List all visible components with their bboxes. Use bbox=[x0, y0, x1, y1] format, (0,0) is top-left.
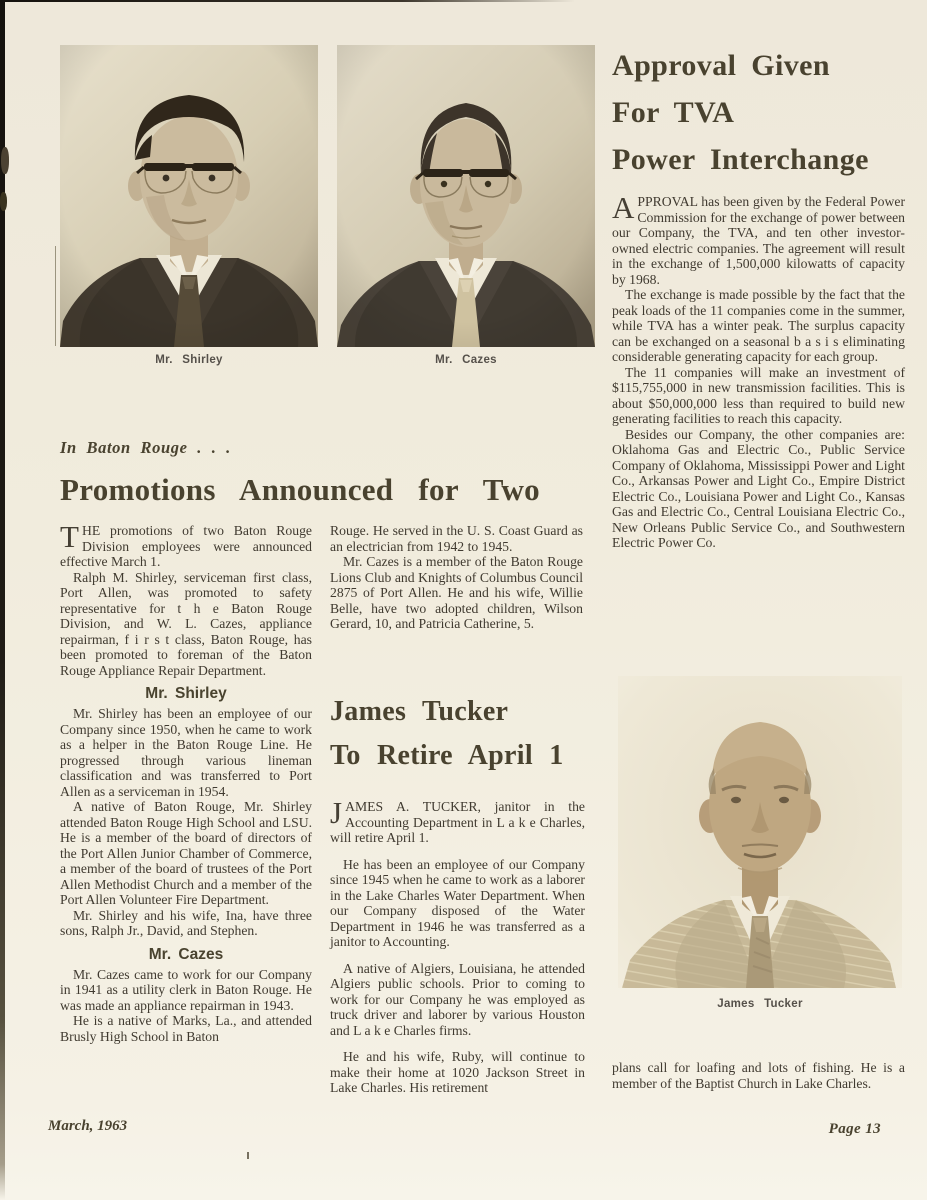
dropcap: T bbox=[60, 519, 79, 554]
article-tva-power-interchange bbox=[612, 42, 905, 551]
paragraph-text: PPROVAL has been given by the Federal Power Commission for the exchange of power between our Company, the TVA, and ten other investor-owned electric companies. The agreement will result in the exchange of 1,500,000 kilowatts of capacity by 1968. bbox=[612, 194, 905, 287]
paragraph: Mr. Cazes is a member of the Baton Rouge Lions Club and Knights of Columbus Council 2875 of Port Allen. He and his wife, Willie Belle, have two adopted children, Wilson Gerard, 10, and Patricia Catherine, 5. bbox=[330, 554, 583, 631]
promotions-headline: Promotions Announced for Two bbox=[60, 472, 540, 507]
photo-mr-cazes bbox=[337, 45, 595, 347]
tva-headline-line3: Power Interchange bbox=[612, 143, 869, 176]
paragraph bbox=[330, 795, 585, 846]
scan-artifact-top-edge bbox=[0, 0, 575, 2]
paragraph-text: AMES A. TUCKER, janitor in the Accounting Department in L a k e Charles, will retire April 1. bbox=[330, 799, 585, 845]
tva-headline-line1: Approval Given bbox=[612, 49, 830, 82]
paragraph: Mr. Shirley and his wife, Ina, have three sons, Ralph Jr., David, and Stephen. bbox=[60, 907, 312, 938]
tucker-headline bbox=[330, 690, 585, 778]
paragraph: A native of Baton Rouge, Mr. Shirley attended Baton Rouge High School and LSU. He is a member of the board of directors of the Port Allen Junior Chamber of Commerce, a member of the board of trustees of the Port Allen Methodist Church and a member of the Port Allen Volunteer Fire Department. bbox=[60, 799, 312, 907]
subhead-mr-cazes: Mr. Cazes bbox=[148, 945, 224, 963]
paragraph: The exchange is made possible by the fact that the peak loads of the 11 companies come in the summer, while TVA has a winter peak. The surplus capacity can be exchanged on a seasonal b a s i s eliminating considerable generating capacity for each group. bbox=[612, 287, 905, 364]
paragraph: He is a native of Marks, La., and attended Brusly High School in Baton bbox=[60, 1013, 312, 1044]
footer-page-number: Page 13 bbox=[828, 1121, 881, 1137]
photo-james-tucker bbox=[618, 676, 902, 988]
scan-artifact-smudge bbox=[1, 147, 9, 174]
paragraph-text: HE promotions of two Baton Rouge Division employees were announced effective March 1. bbox=[60, 523, 312, 569]
scan-artifact-smudge bbox=[0, 192, 7, 211]
tucker-headline-line1: James Tucker bbox=[330, 696, 509, 727]
paragraph: Mr. Cazes came to work for our Company in 1941 as a utility clerk in Baton Rouge. He was made an appliance repairman in 1943. bbox=[60, 966, 312, 1013]
paragraph: Mr. Shirley has been an employee of our Company since 1950, when he came to work as a helper in the Baton Rouge Line. He progressed through various lineman classification and was transferred to Port Allen as a serviceman in 1954. bbox=[60, 706, 312, 799]
tucker-headline-line2: To Retire April 1 bbox=[330, 740, 564, 771]
photo-caption-cazes: Mr. Cazes bbox=[435, 354, 497, 366]
promotions-column-2 bbox=[330, 523, 583, 632]
article-james-tucker-retire bbox=[330, 690, 585, 1096]
photo-mr-shirley bbox=[60, 45, 318, 347]
paragraph: Besides our Company, the other companies are: Oklahoma Gas and Electric Co., Public Service Company of Oklahoma, Mississippi Power and Light Co., Arkansas Power and Light Co., Empire District Electric Co., Louisiana Power and Light Co., Kansas Gas and Electric Co., Central Louisiana Electric Co., New Orleans Public Service Co., and Southwestern Electric Power Co. bbox=[612, 426, 905, 550]
subhead-mr-shirley: Mr. Shirley bbox=[145, 685, 227, 702]
paragraph: Ralph M. Shirley, serviceman first class, Port Allen, was promoted to safety representative for t h e Baton Rouge Division, and W. L. Cazes, appliance repairman, f i r s t class, Baton Rouge, has been promoted to foreman of the Baton Rouge Appliance Repair Department. bbox=[60, 569, 312, 678]
scan-artifact-left-edge bbox=[0, 0, 5, 1200]
portrait-james-tucker bbox=[618, 676, 902, 988]
paragraph bbox=[612, 190, 905, 287]
photo-caption-shirley: Mr. Shirley bbox=[155, 354, 223, 366]
kicker: In Baton Rouge . . . bbox=[60, 438, 231, 457]
photo-caption-tucker: James Tucker bbox=[717, 998, 803, 1010]
paragraph: A native of Algiers, Louisiana, he attended Algiers public schools. Prior to coming to work for our Company he was employed as truck driver and laborer by various Houston and L a k e Charles firms. bbox=[330, 960, 585, 1038]
portrait-mr-shirley bbox=[60, 45, 318, 347]
tva-headline bbox=[612, 42, 905, 183]
paragraph: He has been an employee of our Company since 1945 when he came to work as a laborer in the Lake Charles Water Department. When our Company disposed of the Water Department in 1946 he was transferred as a janitor to Accounting. bbox=[330, 856, 585, 949]
scan-artifact-speck bbox=[247, 1152, 249, 1159]
tva-headline-line2: For TVA bbox=[612, 96, 735, 129]
paragraph: Rouge. He served in the U. S. Coast Guard as an electrician from 1942 to 1945. bbox=[330, 523, 583, 554]
dropcap: A bbox=[612, 190, 635, 225]
promotions-column-1 bbox=[60, 519, 312, 1044]
paragraph bbox=[60, 519, 312, 570]
paragraph: The 11 companies will make an investment of $115,755,000 in new transmission facilities. This is about $50,000,000 less than required to build new generating facilities to reach this capacity. bbox=[612, 364, 905, 426]
dropcap: J bbox=[330, 795, 343, 830]
scan-artifact-line bbox=[55, 246, 56, 346]
portrait-mr-cazes bbox=[337, 45, 595, 347]
footer-issue-date: March, 1963 bbox=[48, 1118, 128, 1134]
paragraph: He and his wife, Ruby, will continue to make their home at 1020 Jackson Street in Lake Charles. His retirement bbox=[330, 1049, 585, 1095]
tucker-continuation-paragraph: plans call for loafing and lots of fishing. He is a member of the Baptist Church in Lake Charles. bbox=[612, 1060, 905, 1092]
